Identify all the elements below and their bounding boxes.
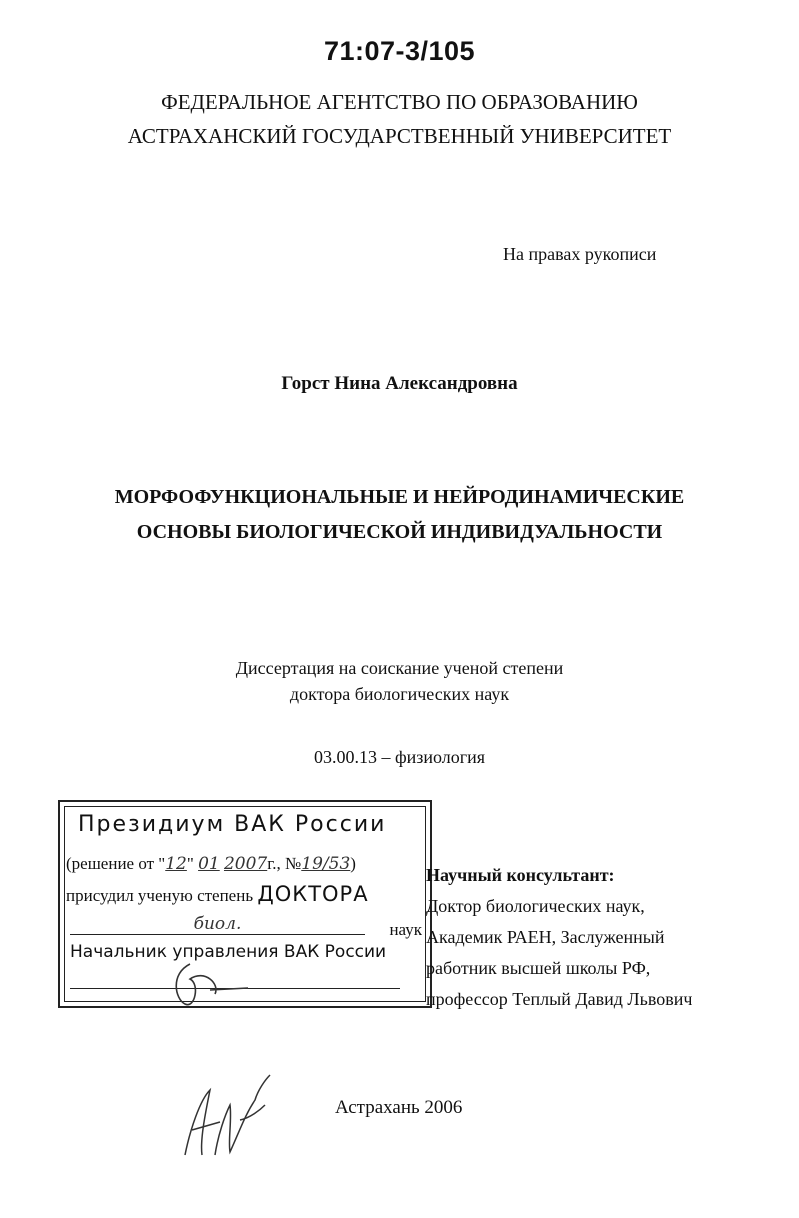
thesis-title-line2: ОСНОВЫ БИОЛОГИЧЕСКОЙ ИНДИВИДУАЛЬНОСТИ: [136, 521, 663, 543]
consultant-heading: Научный консультант:: [426, 865, 615, 885]
decision-year: 2007: [223, 854, 268, 874]
degree-line1: Диссертация на соискание ученой степени: [235, 658, 564, 678]
decision-prefix: (решение от ": [66, 854, 166, 873]
vak-stamp: [58, 800, 432, 1008]
decision-mid: ": [186, 854, 194, 873]
rights-note: На правах рукописи: [503, 244, 657, 264]
stamp-decision: [66, 854, 356, 874]
city-year: Астрахань 2006: [335, 1097, 463, 1118]
author-signature-icon: [170, 1060, 280, 1170]
consultant-line4: профессор Теплый Давид Львович: [426, 989, 693, 1009]
consultant-line3: работник высшей школы РФ,: [426, 958, 651, 978]
decision-month: 01: [198, 854, 220, 874]
decision-day: 12: [165, 854, 187, 874]
speciality-code: 03.00.13 – физиология: [313, 747, 486, 767]
field-handwritten: биол.: [193, 914, 242, 934]
decision-number: 19/53: [301, 854, 351, 874]
agency-name: ФЕДЕРАЛЬНОЕ АГЕНТСТВО ПО ОБРАЗОВАНИЮ: [161, 90, 638, 114]
stamp-awarded: [66, 882, 369, 906]
consultant-line2: Академик РАЕН, Заслуженный: [426, 927, 665, 947]
stamp-sciences-word: наук: [389, 920, 422, 939]
awarded-degree: ДОКТОРА: [257, 882, 369, 906]
catalog-number: 71:07-3/105: [323, 36, 476, 66]
decision-close: ): [350, 854, 356, 873]
university-name: АСТРАХАНСКИЙ ГОСУДАРСТВЕННЫЙ УНИВЕРСИТЕТ: [127, 124, 672, 148]
author-name: Горст Нина Александровна: [281, 373, 518, 394]
consultant-block: [426, 860, 692, 1015]
decision-year-suffix: г., №: [267, 854, 302, 873]
stamp-head: Начальник управления ВАК России: [70, 942, 387, 962]
consultant-line1: Доктор биологических наук,: [426, 896, 645, 916]
thesis-title-line1: МОРФОФУНКЦИОНАЛЬНЫЕ И НЕЙРОДИНАМИЧЕСКИЕ: [114, 486, 685, 508]
stamp-field-line: [70, 914, 365, 935]
stamp-title: Президиум ВАК России: [78, 812, 387, 837]
awarded-text: присудил ученую степень: [66, 886, 254, 905]
stamp-signature-icon: [160, 954, 250, 1014]
degree-line2: доктора биологических наук: [289, 684, 510, 704]
